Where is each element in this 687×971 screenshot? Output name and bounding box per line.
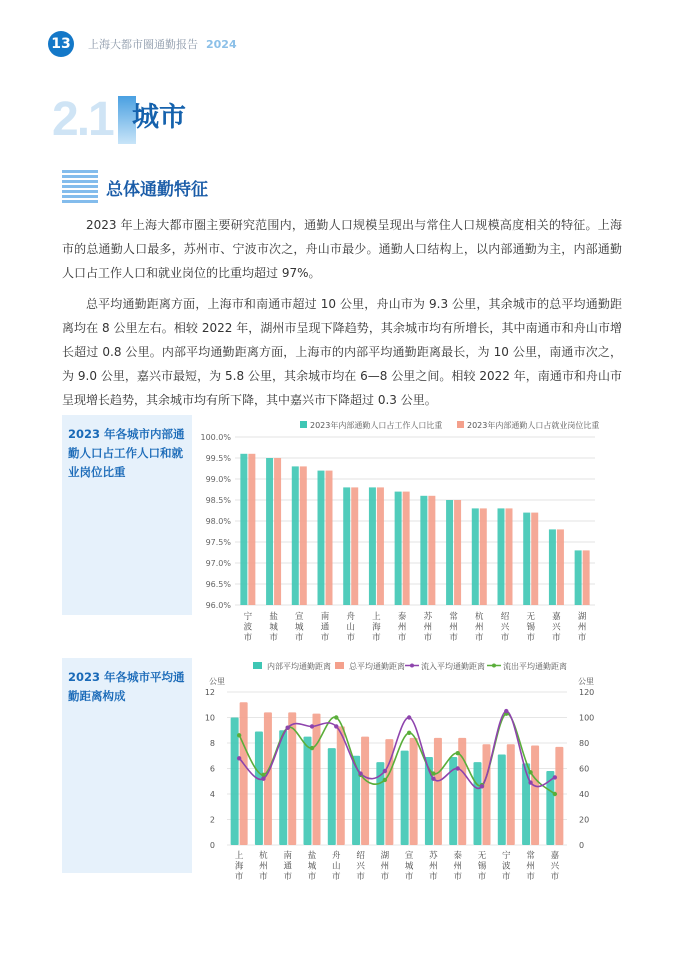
outflow-point bbox=[334, 715, 338, 719]
bar bbox=[337, 726, 345, 845]
bar bbox=[498, 754, 506, 845]
legend-swatch bbox=[253, 662, 262, 669]
bar bbox=[279, 730, 287, 845]
inflow-point bbox=[528, 780, 532, 784]
section-number bbox=[52, 92, 124, 148]
legend-swatch bbox=[300, 421, 307, 428]
bar bbox=[474, 762, 482, 845]
outflow-point bbox=[553, 792, 557, 796]
bar bbox=[343, 487, 350, 605]
y-tick-label: 96.5% bbox=[205, 580, 231, 589]
bar bbox=[531, 746, 539, 845]
legend-label: 内部平均通勤距离 bbox=[267, 662, 331, 671]
legend-label: 总平均通勤距离 bbox=[349, 662, 405, 671]
legend-marker bbox=[410, 664, 414, 668]
outflow-point bbox=[456, 751, 460, 755]
y-right-unit: 公里 bbox=[578, 677, 594, 686]
bar bbox=[575, 550, 582, 605]
bar bbox=[351, 487, 358, 605]
bar bbox=[507, 744, 515, 845]
y-right-tick-label: 60 bbox=[579, 764, 590, 774]
bar bbox=[483, 744, 491, 845]
bar bbox=[288, 712, 296, 845]
bar bbox=[480, 508, 487, 605]
bar bbox=[446, 500, 453, 605]
y-tick-label: 99.5% bbox=[205, 454, 231, 463]
y-tick-label: 97.5% bbox=[205, 538, 231, 547]
x-tick-label: 湖州市 bbox=[577, 612, 587, 642]
bar bbox=[583, 550, 590, 605]
paragraph-1: 2023 年上海大都市圈主要研究范围内，通勤人口规模呈现出与常住人口规模高度相关的特征。上海市的总通勤人口最多，苏州市、宁波市次之，舟山市最少。通勤人口结构上，以内部通勤为主，内部通勤人口占工作人口和就业岗位的比重均超过 97%。 bbox=[62, 218, 622, 280]
section-title: 城市 bbox=[132, 102, 186, 133]
x-tick-label: 泰州市 bbox=[453, 851, 462, 882]
chart1-panel bbox=[62, 415, 192, 615]
inflow-point bbox=[480, 784, 484, 788]
bar bbox=[326, 471, 333, 605]
stripes-icon bbox=[62, 170, 98, 204]
bar bbox=[454, 500, 461, 605]
outflow-point bbox=[237, 733, 241, 737]
bar bbox=[304, 737, 312, 845]
report-year: 2024 bbox=[206, 37, 237, 51]
bar bbox=[420, 496, 427, 605]
x-tick-label: 舟山市 bbox=[332, 851, 341, 882]
inflow-point bbox=[383, 769, 387, 773]
x-tick-label: 上海市 bbox=[372, 612, 381, 642]
inflow-point bbox=[310, 724, 314, 728]
bar bbox=[472, 508, 479, 605]
bar bbox=[300, 466, 307, 605]
bar bbox=[318, 471, 325, 605]
y-left-tick-label: 10 bbox=[204, 713, 215, 723]
x-tick-label: 湖州市 bbox=[380, 851, 390, 882]
legend-label: 流入平均通勤距离 bbox=[421, 662, 485, 671]
y-tick-label: 100.0% bbox=[200, 433, 231, 442]
y-right-tick-label: 20 bbox=[579, 815, 590, 825]
inflow-point bbox=[334, 724, 338, 728]
y-tick-label: 99.0% bbox=[205, 475, 231, 484]
inflow-point bbox=[358, 771, 362, 775]
outflow-point bbox=[310, 746, 314, 750]
chart2-distance-combo-chart bbox=[195, 655, 605, 890]
report-title: 上海大都市圈通勤报告 bbox=[88, 38, 198, 51]
bar bbox=[523, 513, 530, 605]
bar bbox=[506, 508, 513, 605]
inflow-point bbox=[261, 777, 265, 781]
y-right-tick-label: 0 bbox=[579, 841, 585, 850]
bar bbox=[292, 466, 299, 605]
x-tick-label: 盐城市 bbox=[307, 851, 317, 882]
chart1-title: 2023 年各城市内部通勤人口占工作人口和就业岗位比重 bbox=[68, 427, 185, 479]
outflow-point bbox=[431, 771, 435, 775]
bar bbox=[549, 529, 556, 605]
bar bbox=[248, 454, 255, 605]
legend-label: 流出平均通勤距离 bbox=[503, 662, 567, 671]
paragraph-2: 总平均通勤距离方面，上海市和南通市超过 10 公里，舟山市为 9.3 公里，其余城市的总平均通勤距离均在 8 公里左右。相较 2022 年，湖州市呈现下降趋势，其余城市均有所增长，其中南通市和舟山市增长超过 0.8 公里。内部平均通勤距离方面，上海市的内部平均通勤距离最长，为 10 公里，南通市次之，为 9.0 公里，嘉兴市最短，为 5.8 公里，其余城市均在 6—8 公里之间。相较 2022 年，南通市和舟山市呈现增长趋势，其余城市均有所下降，其中嘉兴市下降超过 0.3 公里。 bbox=[62, 297, 622, 407]
bar bbox=[531, 513, 538, 605]
x-tick-label: 宁波市 bbox=[243, 612, 253, 642]
legend-marker bbox=[492, 664, 496, 668]
x-tick-label: 盐城市 bbox=[269, 612, 278, 642]
inflow-point bbox=[456, 766, 460, 770]
subsection-heading bbox=[62, 170, 208, 204]
legend-label: 2023年内部通勤人口占就业岗位比重 bbox=[467, 421, 600, 430]
outflow-point bbox=[383, 778, 387, 782]
bar bbox=[274, 458, 281, 605]
x-tick-label: 南通市 bbox=[283, 851, 292, 882]
bar bbox=[313, 714, 321, 845]
legend-swatch bbox=[335, 662, 344, 669]
bar bbox=[377, 487, 384, 605]
y-left-tick-label: 12 bbox=[204, 688, 215, 697]
x-tick-label: 宁波市 bbox=[502, 851, 511, 882]
outflow-point bbox=[261, 773, 265, 777]
chart2-panel bbox=[62, 658, 192, 873]
x-tick-label: 宣城市 bbox=[404, 851, 414, 882]
x-tick-label: 绍兴市 bbox=[500, 612, 510, 642]
inflow-point bbox=[407, 715, 411, 719]
bar bbox=[557, 529, 564, 605]
bar bbox=[266, 458, 273, 605]
inflow-point bbox=[286, 726, 290, 730]
x-tick-label: 南通市 bbox=[320, 612, 330, 642]
bar bbox=[403, 492, 410, 605]
y-tick-label: 97.0% bbox=[205, 559, 231, 568]
bar bbox=[498, 508, 505, 605]
y-right-tick-label: 120 bbox=[579, 688, 595, 697]
y-tick-label: 96.0% bbox=[205, 601, 231, 610]
x-tick-label: 上海市 bbox=[234, 851, 244, 882]
x-tick-label: 常州市 bbox=[449, 612, 458, 642]
y-left-tick-label: 0 bbox=[209, 841, 215, 850]
x-tick-label: 苏州市 bbox=[429, 851, 438, 882]
page-number: 13 bbox=[48, 31, 74, 57]
bar bbox=[555, 747, 563, 845]
bar bbox=[361, 737, 369, 845]
bar bbox=[369, 487, 376, 605]
legend-swatch bbox=[457, 421, 464, 428]
chart1-ratio-bar-chart bbox=[195, 412, 605, 642]
outflow-point bbox=[528, 770, 532, 774]
x-tick-label: 嘉兴市 bbox=[552, 612, 561, 642]
y-left-unit: 公里 bbox=[209, 677, 225, 686]
bar bbox=[434, 738, 442, 845]
legend-label: 2023年内部通勤人口占工作人口比重 bbox=[310, 421, 443, 430]
y-tick-label: 98.5% bbox=[205, 496, 231, 505]
y-right-tick-label: 80 bbox=[579, 739, 590, 748]
x-tick-label: 嘉兴市 bbox=[550, 851, 560, 882]
bar bbox=[401, 751, 409, 845]
y-right-tick-label: 40 bbox=[579, 790, 590, 799]
page-header bbox=[48, 30, 237, 58]
x-tick-label: 宣城市 bbox=[295, 612, 304, 642]
subsection-title: 总体通勤特征 bbox=[106, 179, 208, 200]
y-left-tick-label: 2 bbox=[209, 815, 215, 825]
bar bbox=[240, 454, 247, 605]
x-tick-label: 杭州市 bbox=[475, 612, 484, 642]
bar bbox=[328, 748, 336, 845]
bar bbox=[428, 496, 435, 605]
x-tick-label: 杭州市 bbox=[259, 851, 268, 882]
chart2-title: 2023 年各城市平均通勤距离构成 bbox=[68, 670, 185, 703]
bar bbox=[255, 732, 263, 845]
y-right-tick-label: 100 bbox=[579, 713, 595, 723]
y-left-tick-label: 8 bbox=[209, 739, 215, 748]
inflow-point bbox=[504, 709, 508, 713]
bar bbox=[522, 763, 530, 845]
x-tick-label: 苏州市 bbox=[423, 612, 433, 642]
x-tick-label: 泰州市 bbox=[397, 612, 407, 642]
section-number-text: 2.1 bbox=[52, 93, 113, 146]
y-left-tick-label: 6 bbox=[209, 764, 215, 774]
y-left-tick-label: 4 bbox=[209, 790, 215, 799]
bar bbox=[410, 738, 418, 845]
outflow-point bbox=[407, 731, 411, 735]
inflow-point bbox=[237, 756, 241, 760]
x-tick-label: 常州市 bbox=[526, 851, 535, 882]
bar bbox=[240, 702, 248, 845]
inflow-point bbox=[553, 775, 557, 779]
inflow-point bbox=[431, 777, 435, 781]
x-tick-label: 无锡市 bbox=[526, 612, 535, 642]
x-tick-label: 无锡市 bbox=[477, 851, 487, 882]
x-tick-label: 绍兴市 bbox=[356, 851, 365, 882]
bar bbox=[395, 492, 402, 605]
x-tick-label: 舟山市 bbox=[346, 612, 355, 642]
bar bbox=[352, 756, 360, 845]
y-tick-label: 98.0% bbox=[205, 517, 231, 526]
